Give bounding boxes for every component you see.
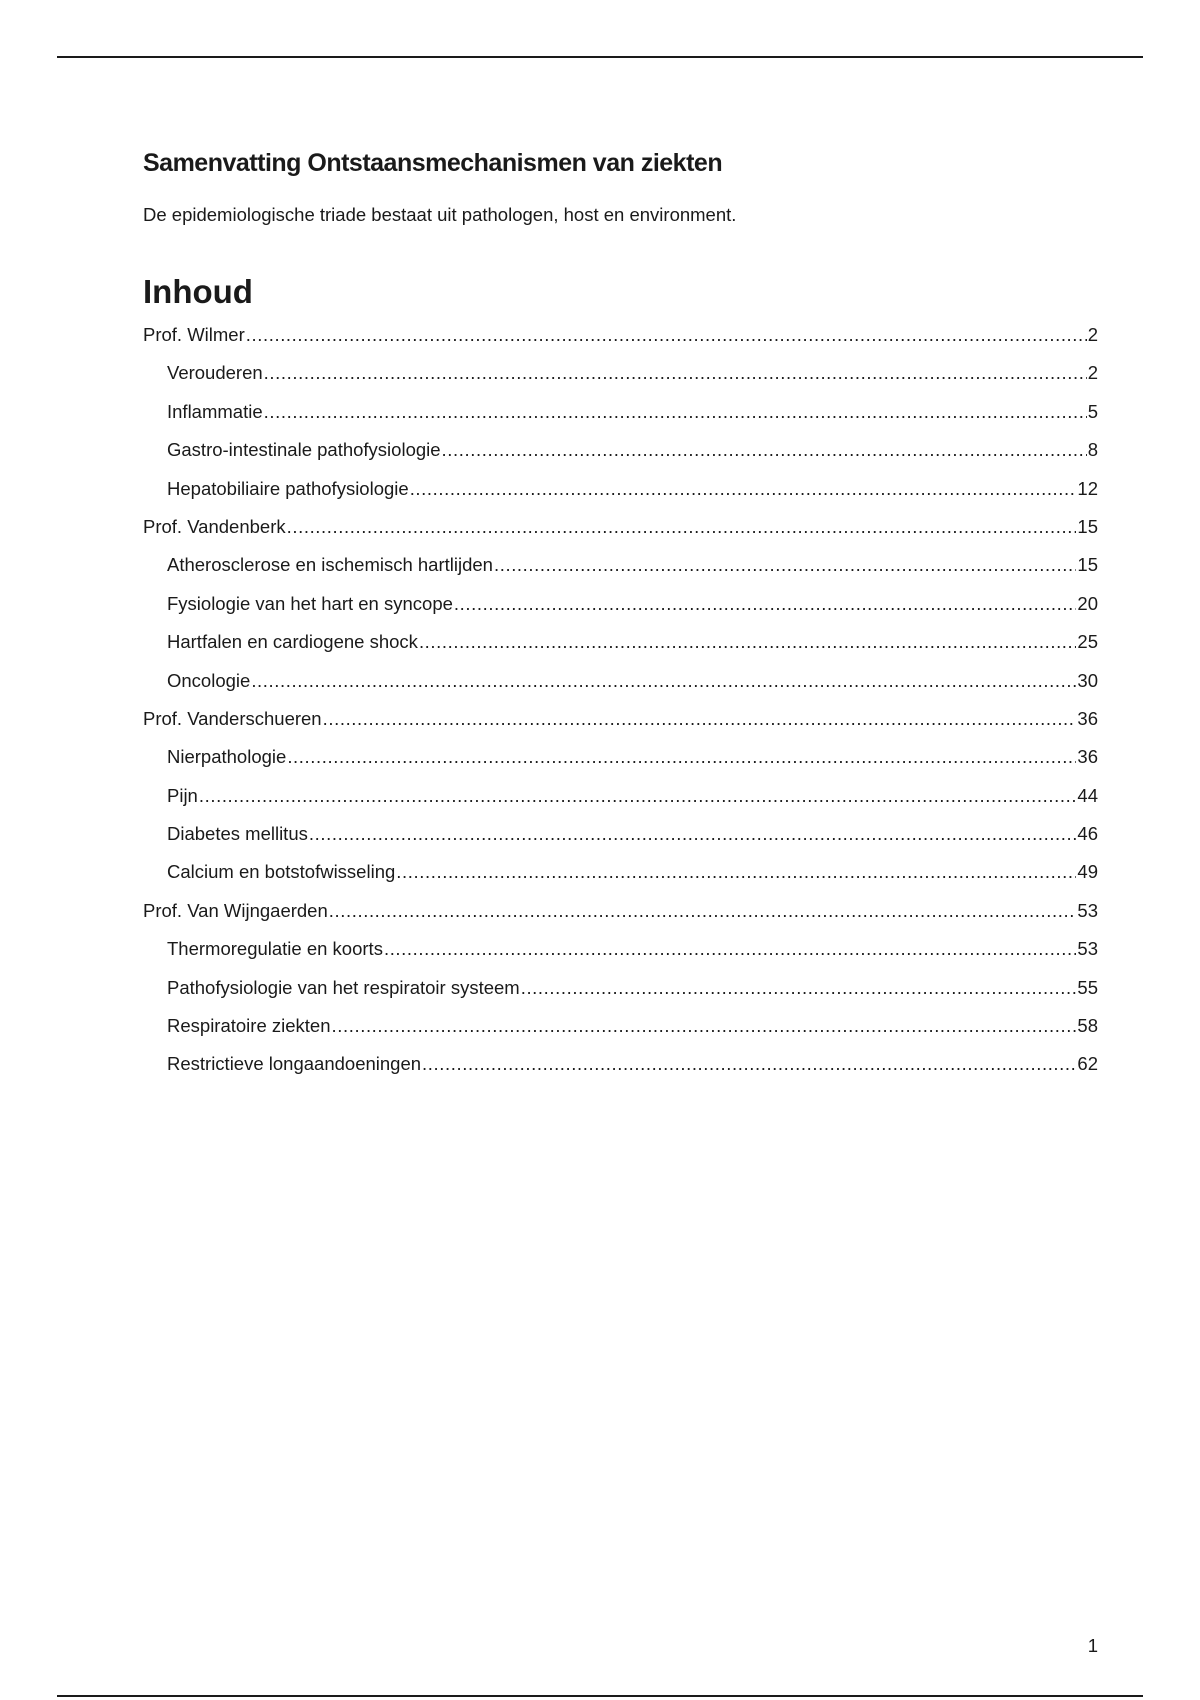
toc-dot-leader <box>521 969 1077 1007</box>
toc-entry[interactable] <box>143 853 1098 891</box>
toc-entry-label: Prof. Vanderschueren <box>143 707 322 729</box>
toc-entry[interactable] <box>143 930 1098 968</box>
toc-dot-leader <box>199 777 1077 815</box>
toc-dot-leader <box>419 623 1076 661</box>
toc-entry-label: Fysiologie van het hart en syncope <box>167 592 453 614</box>
toc-dot-leader <box>264 354 1087 392</box>
toc-dot-leader <box>332 1007 1077 1045</box>
page-number: 1 <box>1087 1635 1098 1656</box>
toc-dot-leader <box>494 546 1076 584</box>
toc-entry-page: 15 <box>1077 554 1098 576</box>
toc-entry-page: 53 <box>1077 899 1098 921</box>
toc-entry-label: Nierpathologie <box>167 746 287 768</box>
toc-entry[interactable] <box>143 1007 1098 1045</box>
table-of-contents <box>143 316 1098 1084</box>
toc-entry[interactable] <box>143 738 1098 776</box>
toc-dot-leader <box>384 930 1076 968</box>
toc-entry-label: Diabetes mellitus <box>167 823 308 845</box>
toc-dot-leader <box>287 738 1076 776</box>
toc-dot-leader <box>396 853 1076 891</box>
toc-entry-label: Prof. Wilmer <box>143 324 245 345</box>
toc-entry-label: Prof. Van Wijngaerden <box>143 899 328 921</box>
toc-entry[interactable] <box>143 969 1098 1007</box>
toc-entry[interactable] <box>143 815 1098 853</box>
toc-dot-leader <box>329 892 1077 930</box>
toc-entry-label: Inflammatie <box>167 400 263 422</box>
toc-entry-label: Oncologie <box>167 669 251 691</box>
toc-entry-page: 15 <box>1077 515 1098 537</box>
intro-paragraph: De epidemiologische triade bestaat uit pathologen, host en environment. <box>143 204 737 225</box>
toc-dot-leader <box>454 585 1077 623</box>
toc-entry-page: 20 <box>1077 592 1098 614</box>
toc-dot-leader <box>442 431 1087 469</box>
toc-entry[interactable] <box>143 585 1098 623</box>
toc-entry-page: 55 <box>1077 976 1098 998</box>
toc-entry-page: 36 <box>1077 707 1098 729</box>
toc-entry-label: Thermoregulatie en koorts <box>167 938 383 960</box>
toc-entry-page: 25 <box>1077 631 1098 653</box>
toc-dot-leader <box>251 662 1076 700</box>
toc-entry-page: 5 <box>1087 400 1098 422</box>
toc-entry[interactable] <box>143 470 1098 508</box>
footer-rule <box>57 1695 1143 1697</box>
toc-entry[interactable] <box>143 700 1098 738</box>
toc-entry[interactable] <box>143 1045 1098 1083</box>
toc-entry-page: 36 <box>1077 746 1098 768</box>
toc-entry[interactable] <box>143 316 1098 354</box>
toc-entry-page: 30 <box>1077 669 1098 691</box>
toc-entry-label: Hartfalen en cardiogene shock <box>167 631 418 653</box>
toc-entry-label: Respiratoire ziekten <box>167 1015 331 1037</box>
toc-entry[interactable] <box>143 623 1098 661</box>
toc-dot-leader <box>246 316 1087 354</box>
toc-entry[interactable] <box>143 393 1098 431</box>
toc-entry-page: 2 <box>1087 324 1098 345</box>
toc-dot-leader <box>323 700 1077 738</box>
toc-entry-page: 62 <box>1077 1053 1098 1075</box>
toc-entry-page: 46 <box>1077 823 1098 845</box>
toc-entry-label: Gastro-intestinale pathofysiologie <box>167 439 441 461</box>
toc-dot-leader <box>422 1045 1076 1083</box>
toc-entry-label: Pijn <box>167 784 198 806</box>
document-title: Samenvatting Ontstaansmechanismen van ziekten <box>143 149 723 177</box>
toc-dot-leader <box>309 815 1077 853</box>
toc-dot-leader <box>264 393 1087 431</box>
toc-entry[interactable] <box>143 508 1098 546</box>
toc-entry-label: Pathofysiologie van het respiratoir systeem <box>167 976 520 998</box>
toc-entry-page: 58 <box>1077 1015 1098 1037</box>
toc-entry-label: Restrictieve longaandoeningen <box>167 1053 422 1075</box>
toc-entry[interactable] <box>143 662 1098 700</box>
toc-entry[interactable] <box>143 354 1098 392</box>
toc-entry[interactable] <box>143 892 1098 930</box>
toc-entry-page: 44 <box>1077 784 1098 806</box>
toc-entry[interactable] <box>143 431 1098 469</box>
toc-entry[interactable] <box>143 546 1098 584</box>
toc-entry-label: Calcium en botstofwisseling <box>167 861 396 883</box>
header-rule <box>57 56 1143 58</box>
toc-dot-leader <box>410 470 1077 508</box>
toc-heading: Inhoud <box>143 273 253 310</box>
toc-entry-page: 8 <box>1087 439 1098 461</box>
toc-entry-label: Verouderen <box>167 362 263 384</box>
page-content <box>143 146 1098 1084</box>
toc-entry-label: Atherosclerose en ischemisch hartlijden <box>167 554 493 576</box>
toc-entry-label: Hepatobiliaire pathofysiologie <box>167 477 409 499</box>
toc-entry-label: Prof. Vandenberk <box>143 515 286 537</box>
toc-entry-page: 2 <box>1087 362 1098 384</box>
toc-dot-leader <box>287 508 1077 546</box>
toc-entry[interactable] <box>143 777 1098 815</box>
toc-entry-page: 49 <box>1077 861 1098 883</box>
toc-entry-page: 53 <box>1077 938 1098 960</box>
toc-entry-page: 12 <box>1077 477 1098 499</box>
